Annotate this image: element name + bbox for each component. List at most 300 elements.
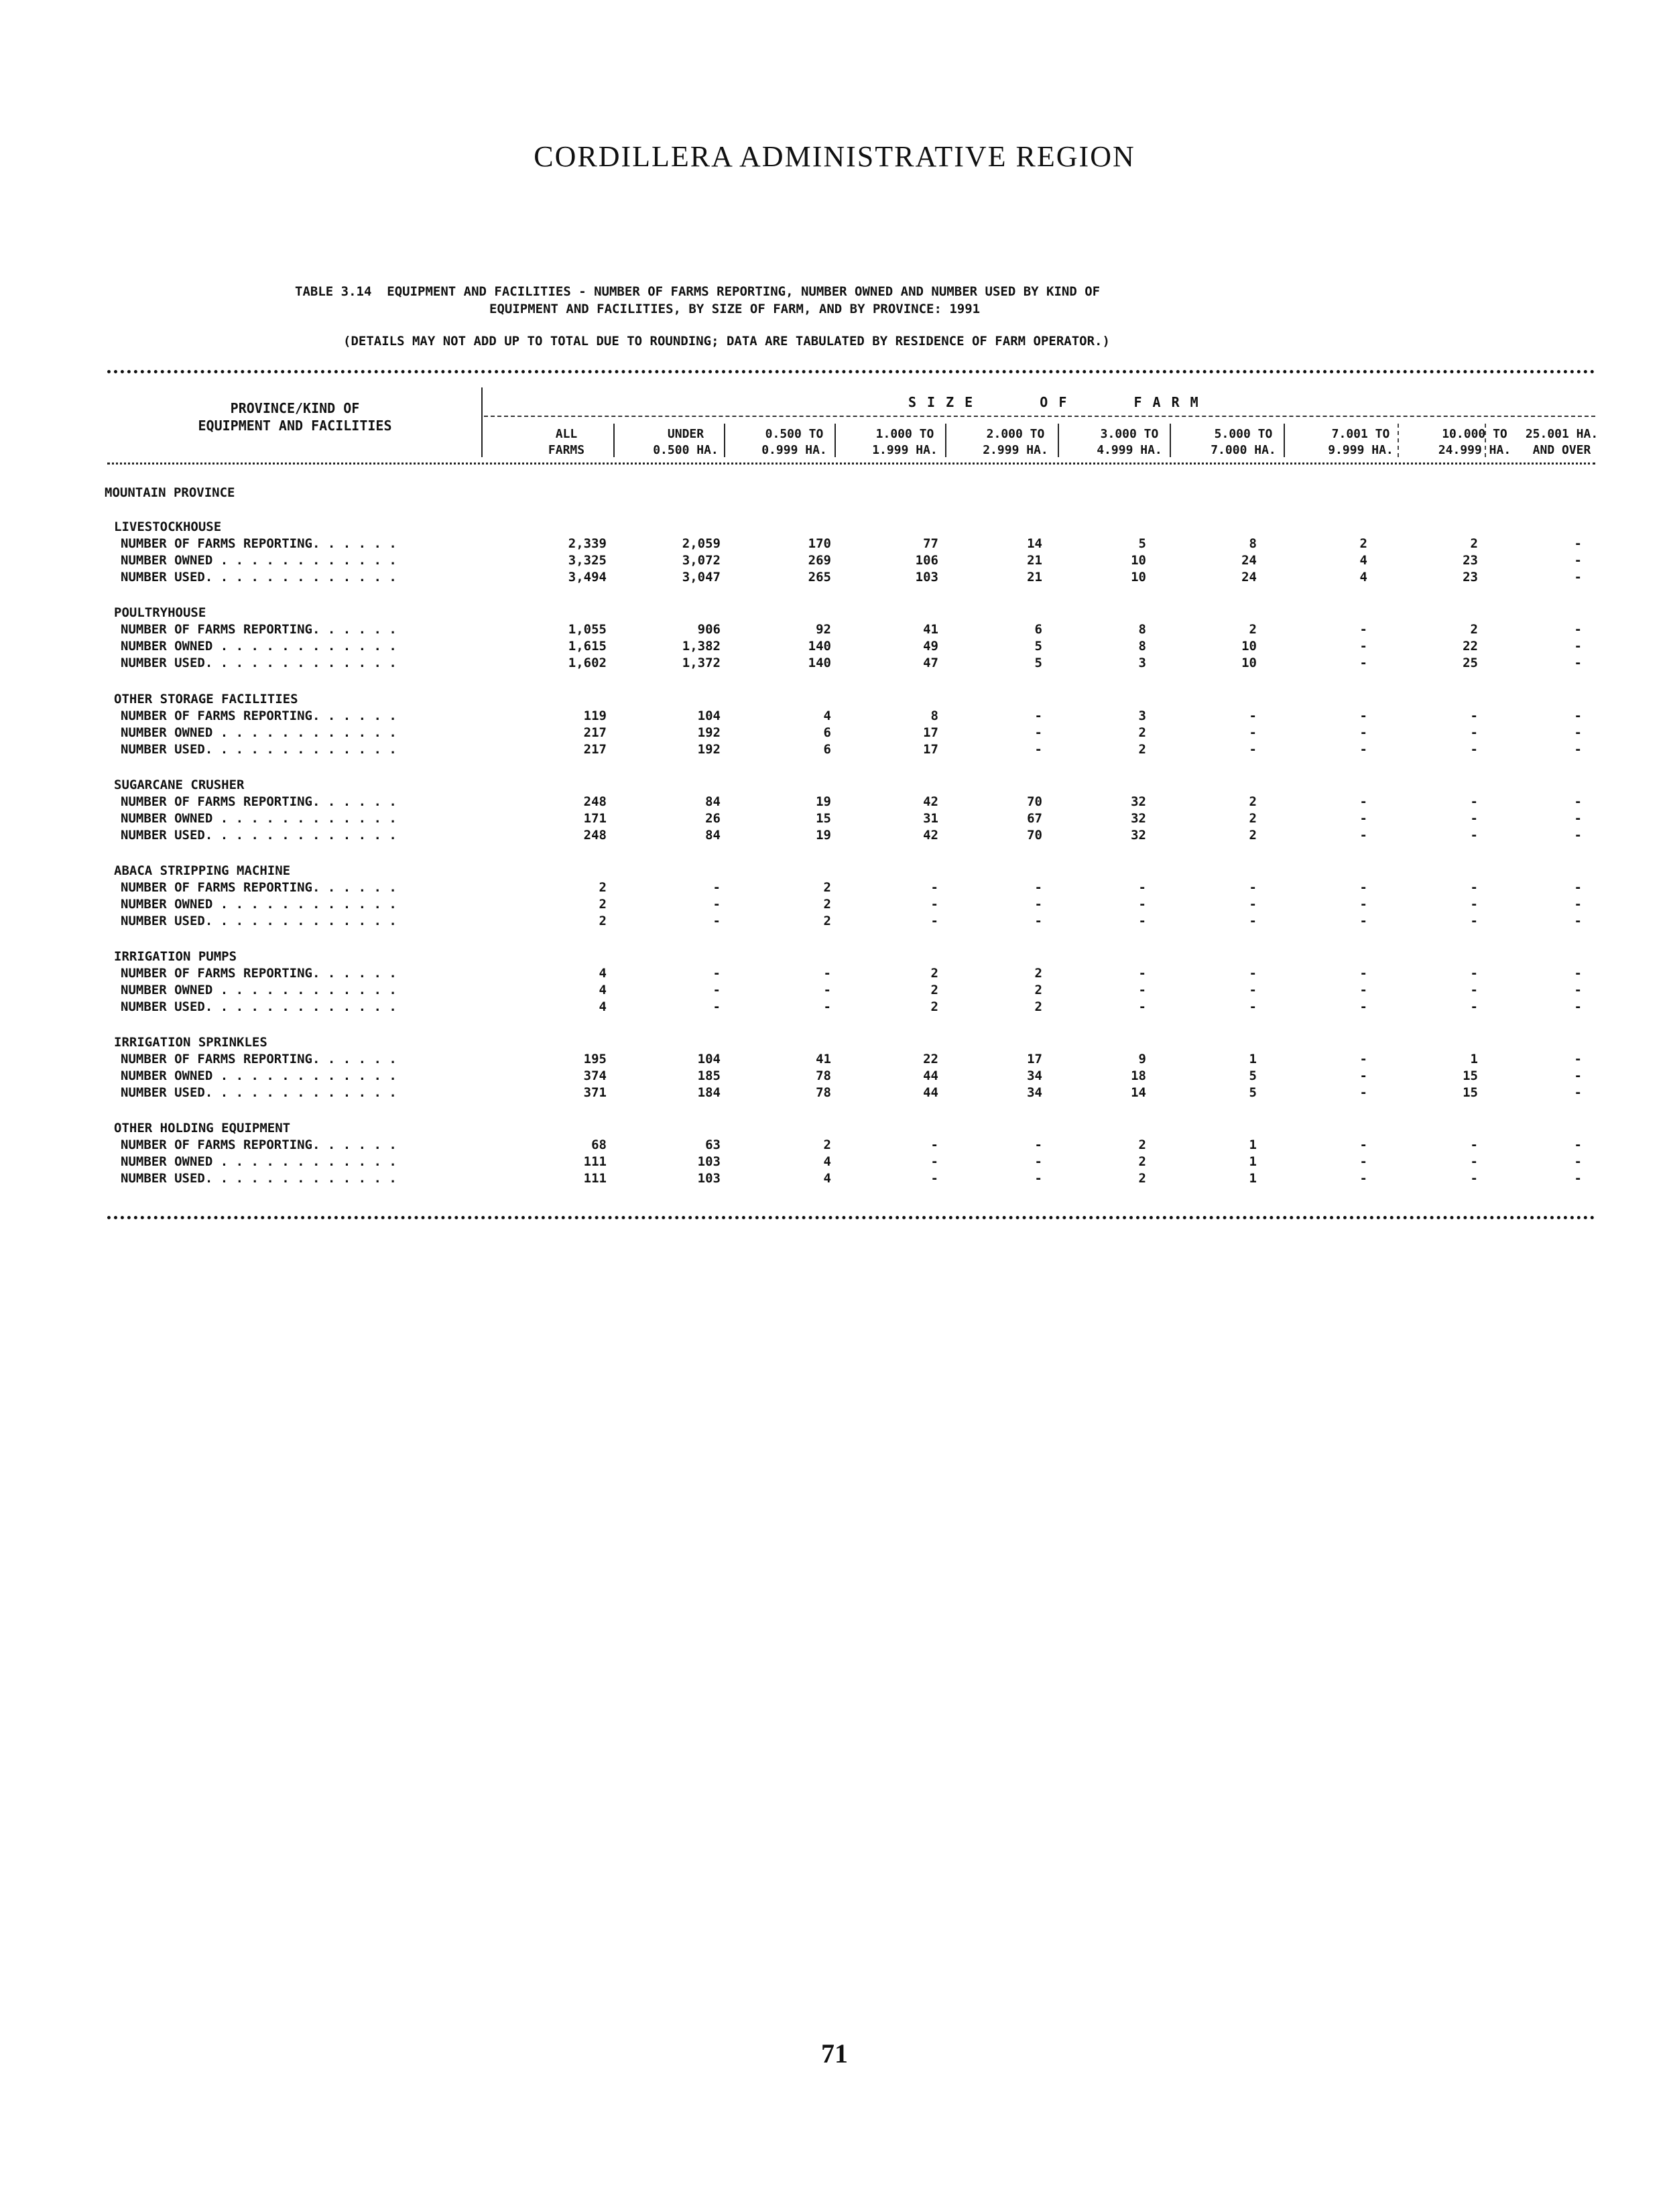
stub-header-line-2: EQUIPMENT AND FACILITIES: [198, 418, 392, 434]
table-cell: 5: [1249, 1068, 1257, 1083]
table-cell: -: [1574, 811, 1582, 826]
row-label-reporting: NUMBER OF FARMS REPORTING. . . . . .: [121, 794, 397, 809]
table-cell: 185: [697, 1068, 721, 1083]
page-title: CORDILLERA ADMINISTRATIVE REGION: [534, 140, 1135, 173]
table-cell: 17: [923, 725, 938, 740]
column-header-line-2: 2.999 HA.: [983, 443, 1048, 457]
table-cell: -: [1034, 897, 1042, 912]
table-cell: 10: [1131, 570, 1146, 585]
size-of-farm-header: SIZE OF FARM: [908, 394, 1209, 410]
table-cell: 4: [599, 966, 607, 981]
table-cell: 217: [583, 742, 607, 757]
province-heading: MOUNTAIN PROVINCE: [105, 485, 235, 500]
row-label-reporting: NUMBER OF FARMS REPORTING. . . . . .: [121, 1138, 397, 1152]
table-cell: 77: [923, 536, 938, 551]
table-cell: 25: [1463, 656, 1478, 670]
table-cell: 14: [1131, 1085, 1146, 1100]
table-cell: 6: [823, 742, 831, 757]
table-cell: 248: [583, 794, 607, 809]
row-label-owned: NUMBER OWNED . . . . . . . . . . . .: [121, 1154, 397, 1169]
table-cell: -: [1034, 1171, 1042, 1186]
header-bottom-rule: [107, 463, 1595, 465]
table-cell: -: [1249, 983, 1257, 997]
table-cell: 6: [823, 725, 831, 740]
table-cell: 2: [1249, 622, 1257, 637]
table-cell: 2: [930, 966, 938, 981]
table-cell: 49: [923, 639, 938, 654]
table-cell: -: [1034, 1154, 1042, 1169]
table-cell: -: [1574, 622, 1582, 637]
table-cell: 111: [583, 1171, 607, 1186]
table-cell: 1,382: [682, 639, 721, 654]
table-cell: 1: [1249, 1154, 1257, 1169]
table-cell: 2: [823, 914, 831, 928]
table-cell: -: [823, 983, 831, 997]
column-divider: [724, 424, 725, 457]
table-cell: -: [1574, 1085, 1582, 1100]
table-cell: -: [1574, 570, 1582, 585]
table-cell: -: [1359, 1154, 1367, 1169]
row-label-reporting: NUMBER OF FARMS REPORTING. . . . . .: [121, 880, 397, 895]
table-cell: 8: [1138, 622, 1146, 637]
table-cell: 67: [1027, 811, 1042, 826]
column-header-line-1: 1.000 TO: [875, 427, 934, 441]
group-title: IRRIGATION PUMPS: [114, 949, 237, 964]
column-header-line-1: 10.000 TO: [1442, 427, 1507, 441]
table-cell: 2: [1470, 536, 1478, 551]
table-cell: 3,325: [568, 553, 607, 568]
table-cell: 22: [923, 1052, 938, 1066]
table-cell: -: [1359, 828, 1367, 843]
table-cell: 23: [1463, 570, 1478, 585]
table-cell: 8: [930, 709, 938, 723]
table-cell: -: [1138, 966, 1146, 981]
table-cell: -: [713, 880, 721, 895]
table-cell: -: [1249, 966, 1257, 981]
column-header-line-2: 1.999 HA.: [872, 443, 938, 457]
row-label-owned: NUMBER OWNED . . . . . . . . . . . .: [121, 897, 397, 912]
table-cell: -: [1359, 880, 1367, 895]
table-cell: 26: [705, 811, 721, 826]
table-cell: 2: [930, 999, 938, 1014]
column-divider: [1398, 424, 1399, 457]
table-cell: -: [1574, 880, 1582, 895]
column-header: [851, 426, 959, 458]
table-cell: -: [1574, 999, 1582, 1014]
table-cell: -: [1359, 742, 1367, 757]
table-cell: 42: [923, 794, 938, 809]
table-cell: 78: [816, 1068, 831, 1083]
table-cell: -: [713, 897, 721, 912]
table-cell: 2: [1249, 828, 1257, 843]
table-cell: -: [1138, 983, 1146, 997]
table-cell: -: [1359, 966, 1367, 981]
table-cell: 32: [1131, 828, 1146, 843]
table-cell: 3: [1138, 656, 1146, 670]
column-header-line-2: 24.999 HA.: [1438, 443, 1511, 457]
table-cell: 5: [1138, 536, 1146, 551]
table-cell: -: [1574, 725, 1582, 740]
table-cell: -: [1359, 794, 1367, 809]
table-cell: -: [1359, 709, 1367, 723]
table-cell: 2: [823, 1138, 831, 1152]
column-header: [741, 426, 848, 458]
table-cell: 3,072: [682, 553, 721, 568]
table-cell: -: [1249, 742, 1257, 757]
table-cell: 44: [923, 1068, 938, 1083]
table-caption-line-2: EQUIPMENT AND FACILITIES, BY SIZE OF FARM, AND BY PROVINCE: 1991: [489, 302, 981, 316]
row-label-owned: NUMBER OWNED . . . . . . . . . . . .: [121, 639, 397, 654]
table-cell: -: [1359, 622, 1367, 637]
table-cell: -: [1138, 999, 1146, 1014]
table-cell: 4: [599, 983, 607, 997]
table-cell: -: [1359, 1138, 1367, 1152]
table-cell: 195: [583, 1052, 607, 1066]
row-label-used: NUMBER USED. . . . . . . . . . . . .: [121, 656, 397, 670]
column-header-line-2: FARMS: [548, 443, 585, 457]
table-cell: -: [1470, 897, 1478, 912]
row-label-reporting: NUMBER OF FARMS REPORTING. . . . . .: [121, 536, 397, 551]
table-cell: -: [1034, 914, 1042, 928]
table-cell: -: [1359, 811, 1367, 826]
group-title: POULTRYHOUSE: [114, 605, 206, 620]
table-cell: 92: [816, 622, 831, 637]
table-cell: -: [1359, 656, 1367, 670]
table-cell: -: [1034, 880, 1042, 895]
column-header: [1076, 426, 1183, 458]
column-divider: [945, 424, 946, 457]
table-cell: -: [1249, 880, 1257, 895]
table-cell: 8: [1138, 639, 1146, 654]
table-caption: [295, 283, 1381, 318]
table-cell: -: [1574, 966, 1582, 981]
column-header-line-2: 9.999 HA.: [1328, 443, 1394, 457]
table-cell: -: [1470, 1154, 1478, 1169]
row-label-used: NUMBER USED. . . . . . . . . . . . .: [121, 570, 397, 585]
page-number: 71: [821, 2038, 848, 2069]
table-cell: 22: [1463, 639, 1478, 654]
table-cell: 3,047: [682, 570, 721, 585]
table-cell: 8: [1249, 536, 1257, 551]
table-cell: 3: [1138, 709, 1146, 723]
table-cell: 2: [1249, 794, 1257, 809]
table-cell: -: [1359, 639, 1367, 654]
table-cell: -: [1138, 897, 1146, 912]
stub-divider: [481, 387, 483, 457]
table-cell: 192: [697, 742, 721, 757]
table-cell: 103: [697, 1171, 721, 1186]
table-cell: 2: [1034, 966, 1042, 981]
table-cell: 2: [599, 880, 607, 895]
column-header: [632, 426, 739, 458]
table-cell: 2: [930, 983, 938, 997]
table-cell: -: [1574, 639, 1582, 654]
table-cell: -: [1574, 1052, 1582, 1066]
table-cell: -: [1359, 983, 1367, 997]
table-cell: -: [1249, 914, 1257, 928]
table-cell: -: [1359, 914, 1367, 928]
table-cell: -: [1574, 1138, 1582, 1152]
table-cell: 47: [923, 656, 938, 670]
column-divider: [1058, 424, 1059, 457]
table-cell: 1,372: [682, 656, 721, 670]
row-label-reporting: NUMBER OF FARMS REPORTING. . . . . .: [121, 709, 397, 723]
table-cell: 21: [1027, 570, 1042, 585]
table-cell: 78: [816, 1085, 831, 1100]
table-cell: 1: [1249, 1171, 1257, 1186]
table-cell: 19: [816, 794, 831, 809]
table-cell: 2: [1034, 983, 1042, 997]
table-cell: 4: [823, 709, 831, 723]
table-cell: -: [930, 1171, 938, 1186]
table-cell: 24: [1241, 553, 1257, 568]
table-cell: -: [1359, 1171, 1367, 1186]
table-cell: -: [1034, 709, 1042, 723]
table-cell: -: [1470, 983, 1478, 997]
table-cell: -: [1574, 794, 1582, 809]
table-cell: -: [713, 999, 721, 1014]
table-cell: -: [1470, 880, 1478, 895]
table-cell: 32: [1131, 794, 1146, 809]
table-cell: 63: [705, 1138, 721, 1152]
table-cell: -: [1249, 897, 1257, 912]
table-cell: 2: [823, 880, 831, 895]
table-cell: 103: [697, 1154, 721, 1169]
table-cell: 104: [697, 709, 721, 723]
table-cell: 184: [697, 1085, 721, 1100]
table-cell: 140: [808, 656, 831, 670]
table-cell: 2: [1138, 1138, 1146, 1152]
table-cell: 34: [1027, 1068, 1042, 1083]
table-cell: -: [1470, 914, 1478, 928]
table-cell: -: [1470, 742, 1478, 757]
table-cell: 9: [1138, 1052, 1146, 1066]
table-cell: 1: [1249, 1138, 1257, 1152]
table-cell: 32: [1131, 811, 1146, 826]
table-cell: 2: [1249, 811, 1257, 826]
table-cell: 3,494: [568, 570, 607, 585]
table-cell: -: [1574, 742, 1582, 757]
table-cell: 84: [705, 794, 721, 809]
table-cell: 5: [1249, 1085, 1257, 1100]
row-label-used: NUMBER USED. . . . . . . . . . . . .: [121, 1085, 397, 1100]
table-cell: 170: [808, 536, 831, 551]
table-cell: 34: [1027, 1085, 1042, 1100]
table-cell: -: [1574, 1154, 1582, 1169]
table-cell: -: [713, 966, 721, 981]
column-header-line-1: 7.001 TO: [1331, 427, 1390, 441]
table-cell: 15: [816, 811, 831, 826]
table-cell: 2: [1470, 622, 1478, 637]
table-cell: -: [1034, 1138, 1042, 1152]
table-cell: -: [930, 914, 938, 928]
table-cell: 1: [1249, 1052, 1257, 1066]
table-cell: -: [713, 983, 721, 997]
table-cell: -: [1359, 1052, 1367, 1066]
table-cell: -: [1574, 914, 1582, 928]
table-cell: 4: [823, 1154, 831, 1169]
column-header: [513, 426, 620, 458]
column-header: [1508, 426, 1615, 458]
table-cell: -: [1574, 1171, 1582, 1186]
table-cell: 2: [1138, 1154, 1146, 1169]
column-header-line-1: 25.001 HA.: [1525, 427, 1599, 441]
table-cell: -: [1470, 709, 1478, 723]
table-cell: 68: [591, 1138, 607, 1152]
row-label-reporting: NUMBER OF FARMS REPORTING. . . . . .: [121, 966, 397, 981]
row-label-owned: NUMBER OWNED . . . . . . . . . . . .: [121, 811, 397, 826]
table-cell: 70: [1027, 794, 1042, 809]
table-cell: -: [1574, 828, 1582, 843]
table-cell: 4: [1359, 570, 1367, 585]
table-cell: -: [1470, 828, 1478, 843]
table-cell: -: [1470, 794, 1478, 809]
table-cell: 5: [1034, 656, 1042, 670]
table-cell: -: [713, 914, 721, 928]
table-cell: -: [1470, 725, 1478, 740]
table-cell: 17: [923, 742, 938, 757]
bottom-rule: [107, 1216, 1595, 1219]
table-cell: 1,055: [568, 622, 607, 637]
row-label-reporting: NUMBER OF FARMS REPORTING. . . . . .: [121, 622, 397, 637]
table-caption-line-1: TABLE 3.14 EQUIPMENT AND FACILITIES - NUMBER OF FARMS REPORTING, NUMBER OWNED AND NUMBER USED BY KIND OF: [295, 284, 1101, 299]
table-cell: -: [1574, 656, 1582, 670]
table-cell: 4: [599, 999, 607, 1014]
table-cell: 265: [808, 570, 831, 585]
table-cell: 2: [1138, 742, 1146, 757]
table-cell: 6: [1034, 622, 1042, 637]
table-cell: 4: [823, 1171, 831, 1186]
group-title: ABACA STRIPPING MACHINE: [114, 863, 291, 878]
table-cell: -: [1359, 897, 1367, 912]
table-cell: 111: [583, 1154, 607, 1169]
stub-header-line-1: PROVINCE/KIND OF: [230, 400, 360, 416]
table-cell: -: [930, 880, 938, 895]
table-cell: -: [1574, 1068, 1582, 1083]
column-header-line-1: 2.000 TO: [986, 427, 1045, 441]
row-label-used: NUMBER USED. . . . . . . . . . . . .: [121, 1171, 397, 1186]
column-header: [962, 426, 1069, 458]
column-header-line-2: 0.500 HA.: [653, 443, 719, 457]
row-label-used: NUMBER USED. . . . . . . . . . . . .: [121, 914, 397, 928]
table-cell: 84: [705, 828, 721, 843]
table-cell: 2: [1138, 1171, 1146, 1186]
table-cell: -: [1470, 811, 1478, 826]
table-cell: -: [1470, 1138, 1478, 1152]
table-cell: 42: [923, 828, 938, 843]
table-cell: 906: [697, 622, 721, 637]
table-cell: -: [1359, 1085, 1367, 1100]
size-header-rule: [484, 416, 1595, 417]
table-cell: 248: [583, 828, 607, 843]
table-cell: 17: [1027, 1052, 1042, 1066]
top-rule: [107, 370, 1595, 373]
table-cell: -: [1249, 725, 1257, 740]
table-cell: -: [930, 1154, 938, 1169]
table-cell: -: [1034, 725, 1042, 740]
table-cell: 70: [1027, 828, 1042, 843]
table-cell: -: [1359, 1068, 1367, 1083]
table-cell: -: [1574, 897, 1582, 912]
column-header-line-1: 3.000 TO: [1100, 427, 1159, 441]
group-title: SUGARCANE CRUSHER: [114, 778, 245, 792]
row-label-owned: NUMBER OWNED . . . . . . . . . . . .: [121, 1068, 397, 1083]
table-cell: -: [1470, 966, 1478, 981]
table-cell: 31: [923, 811, 938, 826]
table-cell: 371: [583, 1085, 607, 1100]
table-cell: -: [930, 897, 938, 912]
table-cell: -: [1470, 1171, 1478, 1186]
group-title: OTHER HOLDING EQUIPMENT: [114, 1121, 291, 1135]
table-cell: 23: [1463, 553, 1478, 568]
table-cell: 2: [823, 897, 831, 912]
table-cell: 217: [583, 725, 607, 740]
table-cell: 1: [1470, 1052, 1478, 1066]
table-cell: 44: [923, 1085, 938, 1100]
row-label-used: NUMBER USED. . . . . . . . . . . . .: [121, 742, 397, 757]
table-cell: -: [1574, 709, 1582, 723]
table-cell: 10: [1131, 553, 1146, 568]
column-header-line-1: 0.500 TO: [765, 427, 824, 441]
column-header-line-2: AND OVER: [1532, 443, 1591, 457]
table-cell: 269: [808, 553, 831, 568]
group-title: LIVESTOCKHOUSE: [114, 519, 222, 534]
table-cell: 2,059: [682, 536, 721, 551]
row-label-owned: NUMBER OWNED . . . . . . . . . . . .: [121, 725, 397, 740]
table-cell: 104: [697, 1052, 721, 1066]
table-cell: 24: [1241, 570, 1257, 585]
table-cell: -: [1359, 999, 1367, 1014]
table-cell: -: [823, 966, 831, 981]
table-cell: -: [930, 1138, 938, 1152]
column-divider: [1170, 424, 1171, 457]
column-divider: [1485, 424, 1486, 457]
table-cell: 192: [697, 725, 721, 740]
column-header-line-2: 7.000 HA.: [1211, 443, 1276, 457]
column-header-line-1: UNDER: [667, 427, 704, 441]
group-title: IRRIGATION SPRINKLES: [114, 1035, 267, 1050]
table-cell: 171: [583, 811, 607, 826]
table-cell: 15: [1463, 1068, 1478, 1083]
table-cell: -: [1249, 999, 1257, 1014]
table-cell: 2,339: [568, 536, 607, 551]
table-cell: 119: [583, 709, 607, 723]
table-cell: -: [823, 999, 831, 1014]
table-cell: -: [1138, 880, 1146, 895]
table-cell: 103: [915, 570, 938, 585]
table-cell: -: [1470, 999, 1478, 1014]
table-cell: 374: [583, 1068, 607, 1083]
table-cell: -: [1138, 914, 1146, 928]
row-label-used: NUMBER USED. . . . . . . . . . . . .: [121, 999, 397, 1014]
column-divider: [1284, 424, 1285, 457]
row-label-owned: NUMBER OWNED . . . . . . . . . . . .: [121, 983, 397, 997]
table-cell: 106: [915, 553, 938, 568]
table-cell: 41: [816, 1052, 831, 1066]
table-cell: 41: [923, 622, 938, 637]
table-cell: 1,602: [568, 656, 607, 670]
column-header-line-1: 5.000 TO: [1214, 427, 1273, 441]
table-cell: 15: [1463, 1085, 1478, 1100]
table-cell: 5: [1034, 639, 1042, 654]
table-cell: 2: [1138, 725, 1146, 740]
table-note: (DETAILS MAY NOT ADD UP TO TOTAL DUE TO ROUNDING; DATA ARE TABULATED BY RESIDENCE OF FARM OPERATOR.): [343, 334, 1110, 349]
row-label-owned: NUMBER OWNED . . . . . . . . . . . .: [121, 553, 397, 568]
table-cell: 2: [599, 914, 607, 928]
column-header-line-2: 4.999 HA.: [1097, 443, 1162, 457]
table-cell: 2: [1034, 999, 1042, 1014]
table-cell: 140: [808, 639, 831, 654]
